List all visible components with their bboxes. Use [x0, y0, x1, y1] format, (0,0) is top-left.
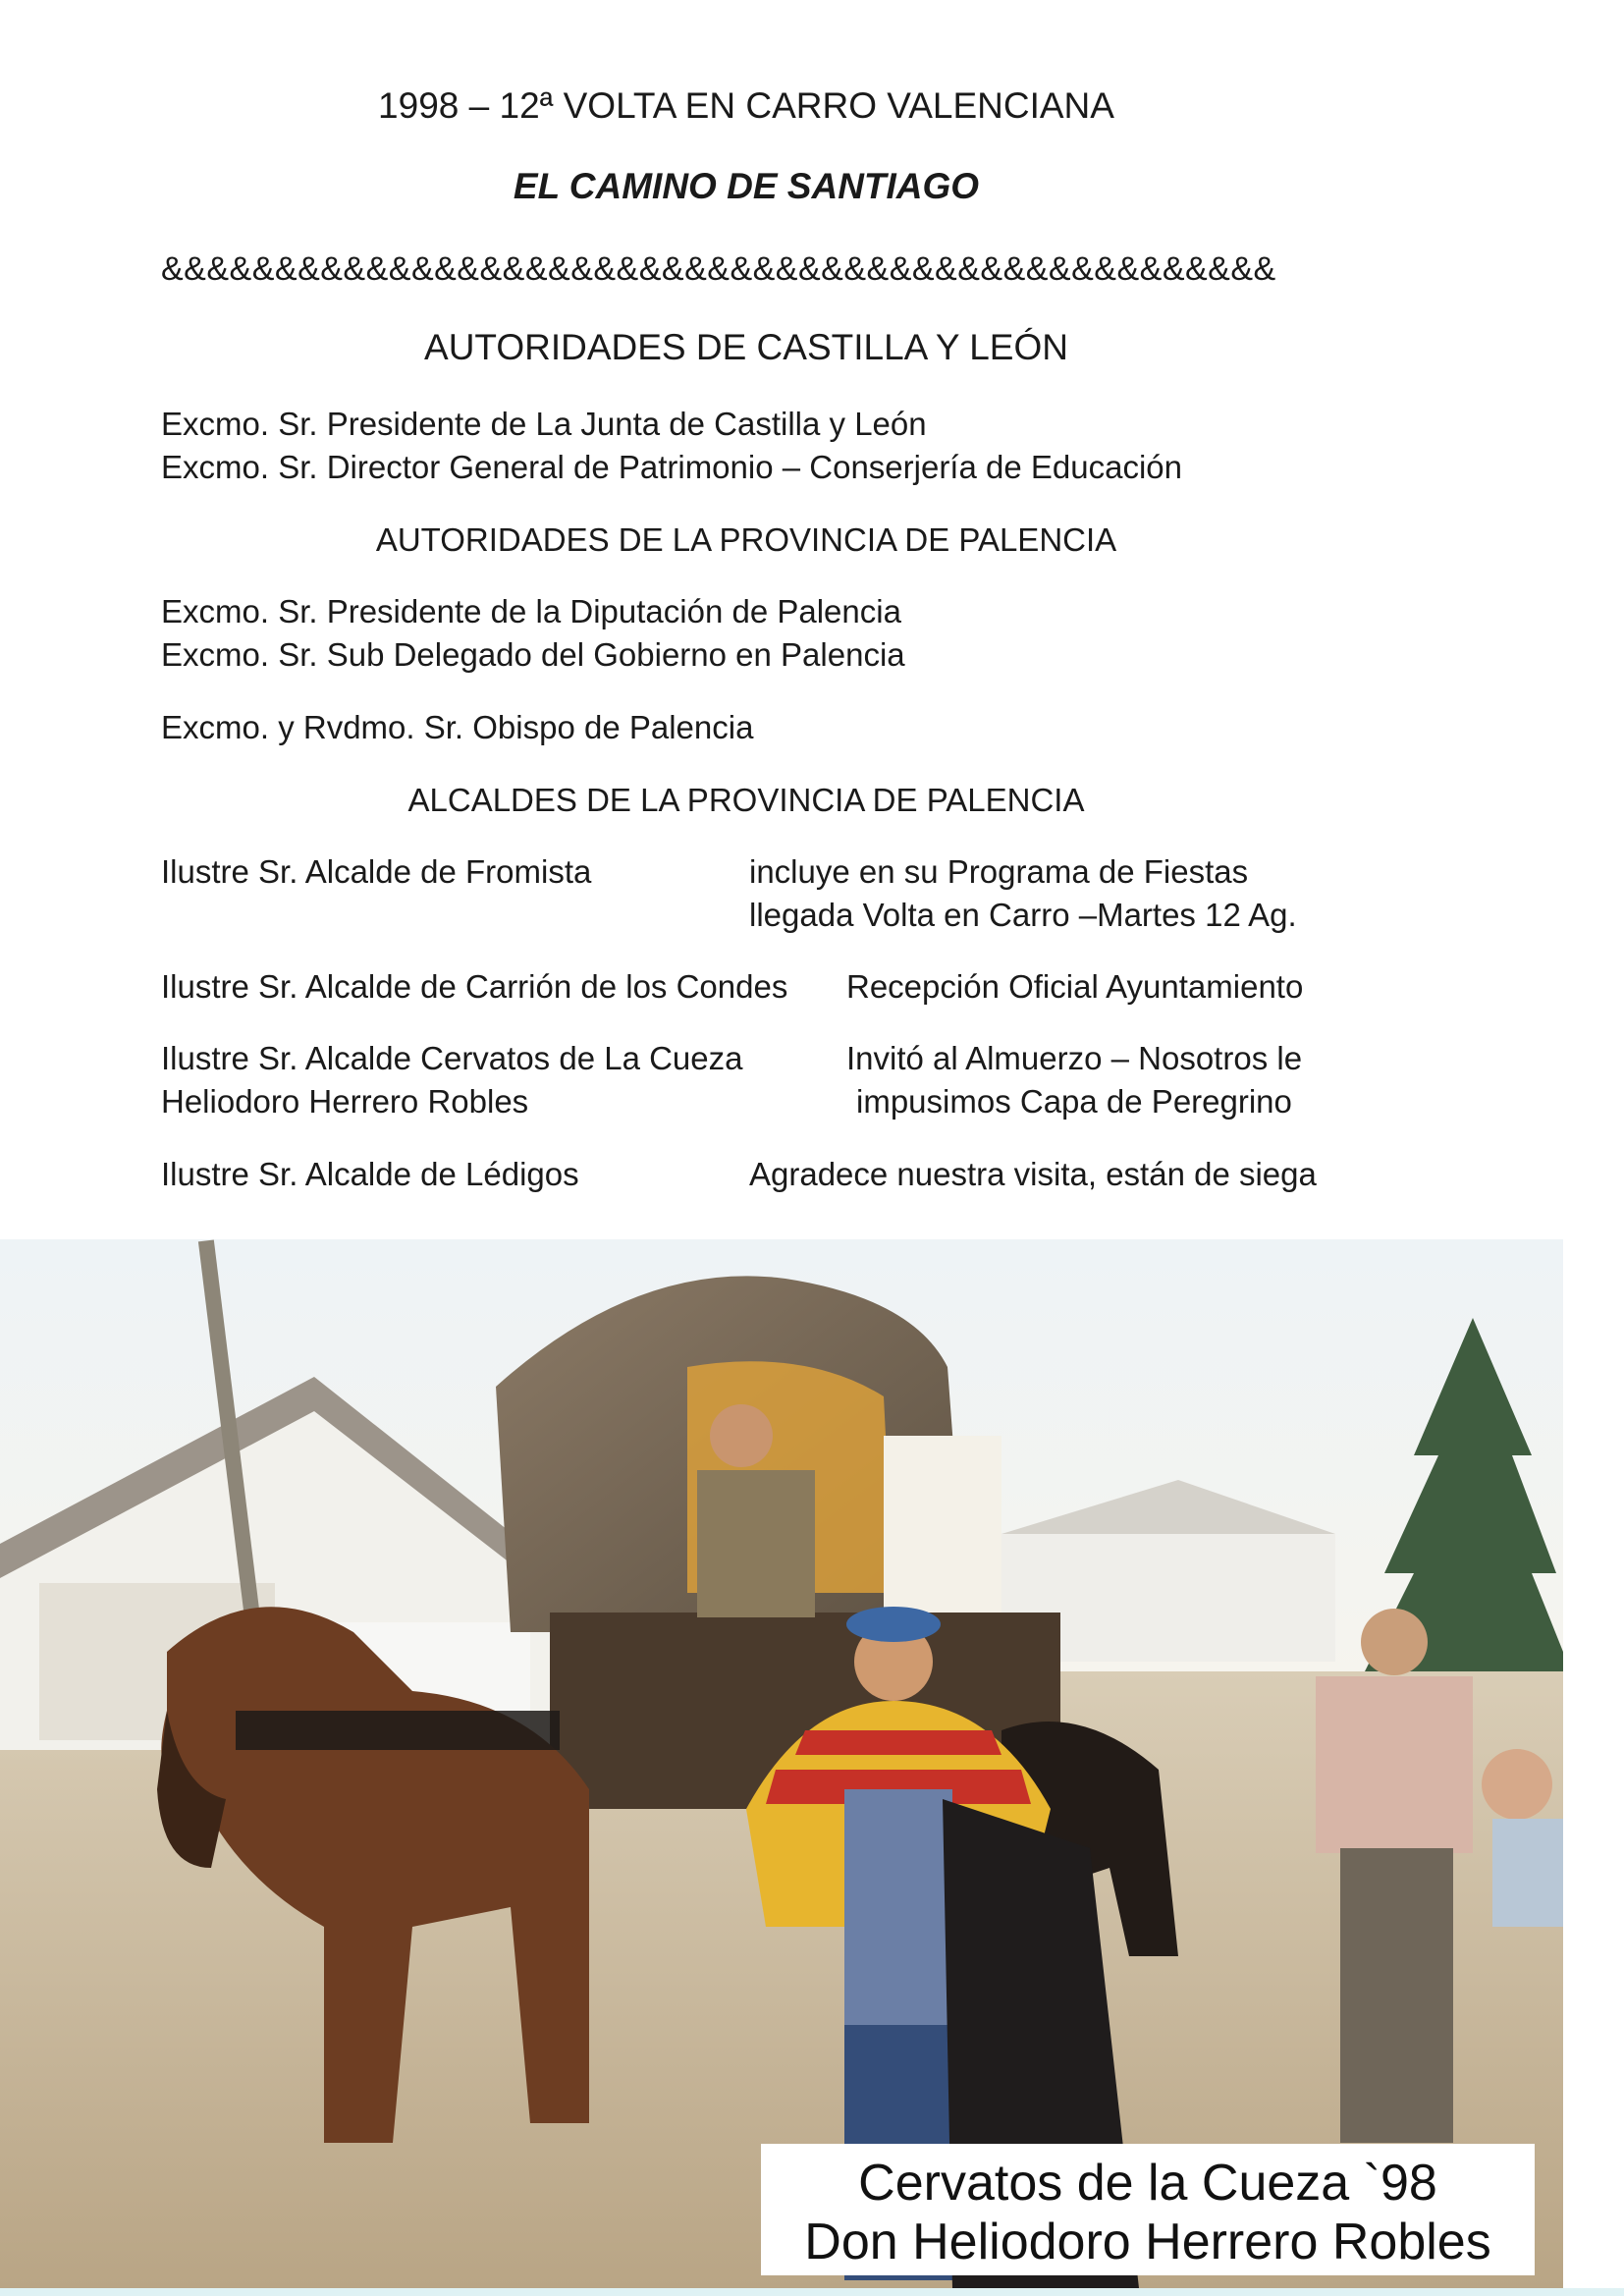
ampersand-divider: &&&&&&&&&&&&&&&&&&&&&&&&&&&&&&&&&&&&&&&&&&&&&&&&& — [161, 250, 1276, 288]
alcalde-note: Recepción Oficial Ayuntamiento — [846, 968, 1304, 1005]
document-title: 1998 – 12ª VOLTA EN CARRO VALENCIANA — [378, 85, 1114, 126]
authority-line: Excmo. Sr. Presidente de La Junta de Castilla y León — [161, 406, 927, 442]
heading-alcaldes: ALCALDES DE LA PROVINCIA DE PALENCIA — [407, 782, 1085, 818]
authority-line: Excmo. Sr. Director General de Patrimonio – Conserjería de Educación — [161, 449, 1182, 485]
heading-palencia: AUTORIDADES DE LA PROVINCIA DE PALENCIA — [375, 521, 1117, 558]
document-subtitle: EL CAMINO DE SANTIAGO — [513, 166, 980, 206]
photo-caption — [761, 2144, 1535, 2275]
alcalde-note: Agradece nuestra visita, están de siega — [749, 1156, 1317, 1192]
photo-illustration — [0, 1239, 1563, 2288]
authority-line: Excmo. Sr. Sub Delegado del Gobierno en Palencia — [161, 636, 905, 673]
alcalde-name: Ilustre Sr. Alcalde de Fromista — [161, 853, 592, 890]
cart-photo — [0, 1239, 1563, 2288]
alcalde-note: Invitó al Almuerzo – Nosotros le — [846, 1040, 1303, 1076]
alcalde-name: Heliodoro Herrero Robles — [161, 1083, 529, 1120]
alcalde-name: Ilustre Sr. Alcalde de Lédigos — [161, 1156, 579, 1192]
alcalde-note: llegada Volta en Carro –Martes 12 Ag. — [749, 897, 1297, 933]
alcalde-note: incluye en su Programa de Fiestas — [749, 853, 1249, 890]
alcalde-name: Ilustre Sr. Alcalde Cervatos de La Cueza — [161, 1040, 743, 1076]
authority-line: Excmo. Sr. Presidente de la Diputación de Palencia — [161, 593, 901, 629]
alcalde-note: impusimos Capa de Peregrino — [856, 1083, 1292, 1120]
authority-line: Excmo. y Rvdmo. Sr. Obispo de Palencia — [161, 709, 754, 745]
scan-edge — [0, 2288, 1624, 2296]
alcalde-name: Ilustre Sr. Alcalde de Carrión de los Condes — [161, 968, 788, 1005]
caption-place: Cervatos de la Cueza `98 — [858, 2155, 1437, 2212]
heading-castilla-leon: AUTORIDADES DE CASTILLA Y LEÓN — [424, 327, 1068, 367]
caption-person: Don Heliodoro Herrero Robles — [804, 2214, 1491, 2270]
